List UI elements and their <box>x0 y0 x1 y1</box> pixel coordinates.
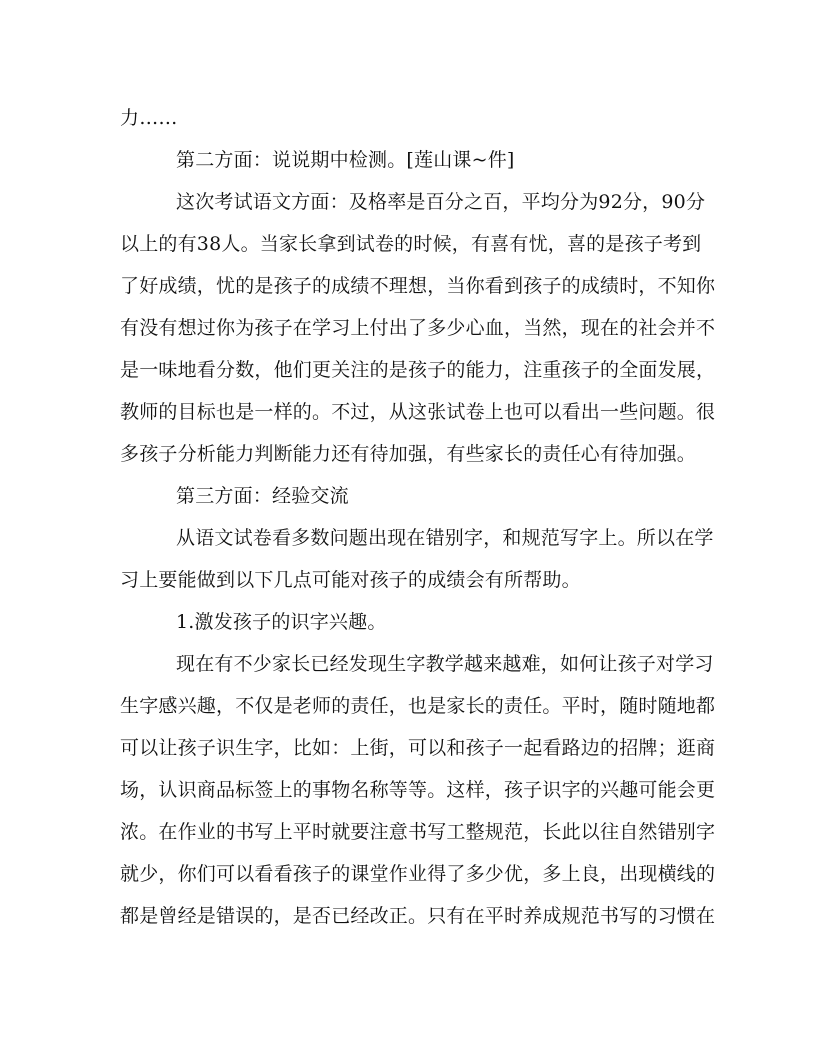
text-line-4: 以上的有38人。当家长拿到试卷的时候，有喜有忧，喜的是孩子考到 <box>120 233 702 255</box>
text-line-17: 场，认识商品标签上的事物名称等等。这样，孩子识字的兴趣可能会更 <box>120 779 716 801</box>
text-line-7: 是一味地看分数，他们更关注的是孩子的能力，注重孩子的全面发展， <box>120 359 716 381</box>
text-line-19: 就少，你们可以看看孩子的课堂作业得了多少优，多上良，出现横线的 <box>120 863 716 885</box>
text-line-12: 习上要能做到以下几点可能对孩子的成绩会有所帮助。 <box>120 569 581 591</box>
text-line-18: 浓。在作业的书写上平时就要注意书写工整规范，长此以往自然错别字 <box>120 821 716 843</box>
text-line-9: 多孩子分析能力判断能力还有待加强，有些家长的责任心有待加强。 <box>120 443 697 465</box>
section-heading-2: 第二方面：说说期中检测。[莲山课~件] <box>176 149 515 171</box>
text-line-14: 现在有不少家长已经发现生字教学越来越难，如何让孩子对学习 <box>176 653 714 675</box>
text-line-3: 这次考试语文方面：及格率是百分之百，平均分为92分，90分 <box>176 191 706 213</box>
text-line-5: 了好成绩，忧的是孩子的成绩不理想，当你看到孩子的成绩时，不知你 <box>120 275 716 297</box>
text-line-20: 都是曾经是错误的，是否已经改正。只有在平时养成规范书写的习惯在 <box>120 905 716 927</box>
text-line-16: 可以让孩子识生字，比如：上街，可以和孩子一起看路边的招牌；逛商 <box>120 737 716 759</box>
text-line-11: 从语文试卷看多数问题出现在错别字，和规范写字上。所以在学 <box>176 527 714 549</box>
text-line-1: 力…… <box>120 107 178 129</box>
text-line-6: 有没有想过你为孩子在学习上付出了多少心血，当然，现在的社会并不 <box>120 317 716 339</box>
text-line-8: 教师的目标也是一样的。不过，从这张试卷上也可以看出一些问题。很 <box>120 401 716 423</box>
numbered-item-1: 1.激发孩子的识字兴趣。 <box>176 611 387 633</box>
text-line-15: 生字感兴趣，不仅是老师的责任，也是家长的责任。平时，随时随地都 <box>120 695 716 717</box>
section-heading-3: 第三方面：经验交流 <box>176 485 349 507</box>
